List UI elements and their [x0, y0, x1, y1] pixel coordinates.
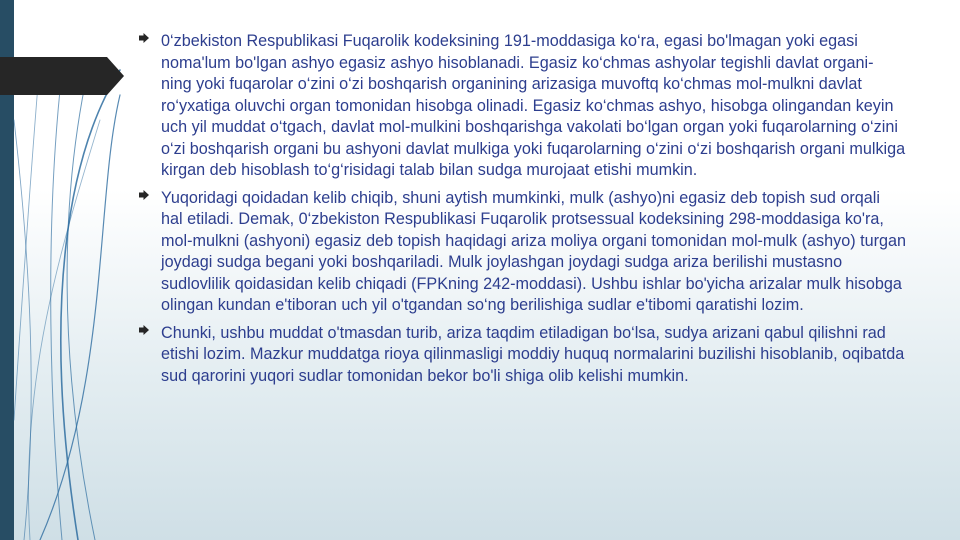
- bullet-item-2: [138, 188, 906, 317]
- header-arrow-shape: [0, 0, 130, 100]
- bullet-text-1: 0‘zbekiston Respublikasi Fuqarolik kodeksining 191-moddasiga ko‘ra, egasi bo'lmagan yoki egasi noma'lum bo'lgan ashyo egasiz ashyo hisoblanadi. Egasiz ko‘chmas ashyolar tegishli davlat organi- ning yoki fuqarolar o‘zini o‘zi boshqarish organining arizasiga muvoftq ko‘chmas mol-mulkni davlat ro‘yxatiga oluvchi organ tomonidan hisobga olinadi. Egasiz ko‘chmas ashyo, hisobga olingandan keyin uch yil muddat o‘tgach, davlat mol-mulkini boshqarishga vakolati bo‘lgan organ yoki fuqarolarning o‘zini o‘zi boshqarish organi bu ashyoni davlat mulkiga yoki fuqarolarning o‘zini o‘zi boshqarish organi mulkiga kirgan deb hisoblash to‘g‘risidagi talab bilan sudga murojaat etishi mumkin.: [161, 32, 906, 179]
- decor-curve-6: [14, 60, 40, 420]
- decor-curve-2: [40, 95, 120, 540]
- decor-curve-7: [28, 120, 100, 540]
- bullet-item-1: [138, 31, 906, 182]
- decor-curve-4: [51, 90, 62, 540]
- bullet-item-3: [138, 323, 906, 388]
- content-area: [138, 31, 906, 393]
- bullet-text-2: Yuqoridagi qoidadan kelib chiqib, shuni aytish mumkinki, mulk (ashyo)ni egasiz deb topish sud orqali hal etiladi. Demak, 0‘zbekiston Respublikasi Fuqarolik protsessual kodeksining 298-moddasiga ko'ra, mol-mulkni (ashyoni) egasiz deb topish haqidagi ariza moliya organi tomonidan mol-mulk (ashyo) turgan joydagi sudga begani yoki boshqariladi. Mulk joylashgan joydagi sudga ariza berilishi mustasno sudlovlilik qoidasidan kelib chiqadi (FPKning 242-moddasi). Ushbu ishlar bo'yicha arizalar mulk hisobga olingan kundan e'tiboran uch yil o'tgandan so‘ng berilishiga sudlar e'tibomi qaratishi lozim.: [161, 188, 906, 314]
- arrow-bullet-icon: [138, 32, 150, 44]
- decor-curve-1: [61, 70, 120, 540]
- arrow-bullet-icon: [138, 189, 150, 201]
- decor-curve-3: [67, 70, 95, 540]
- bullet-text-3: Chunki, ushbu muddat o'tmasdan turib, ariza taqdim etiladigan bo‘lsa, sudya arizani qabul qilishni rad etishi lozim. Mazkur muddatga rioya qilinmasligi moddiy huquq normalarini buzilishi hisoblanib, oqibatda sud qarorini yuqori sudlar tomonidan bekor bo'li shiga olib kelishi mumkin.: [161, 323, 905, 385]
- arrow-bullet-icon: [138, 324, 150, 336]
